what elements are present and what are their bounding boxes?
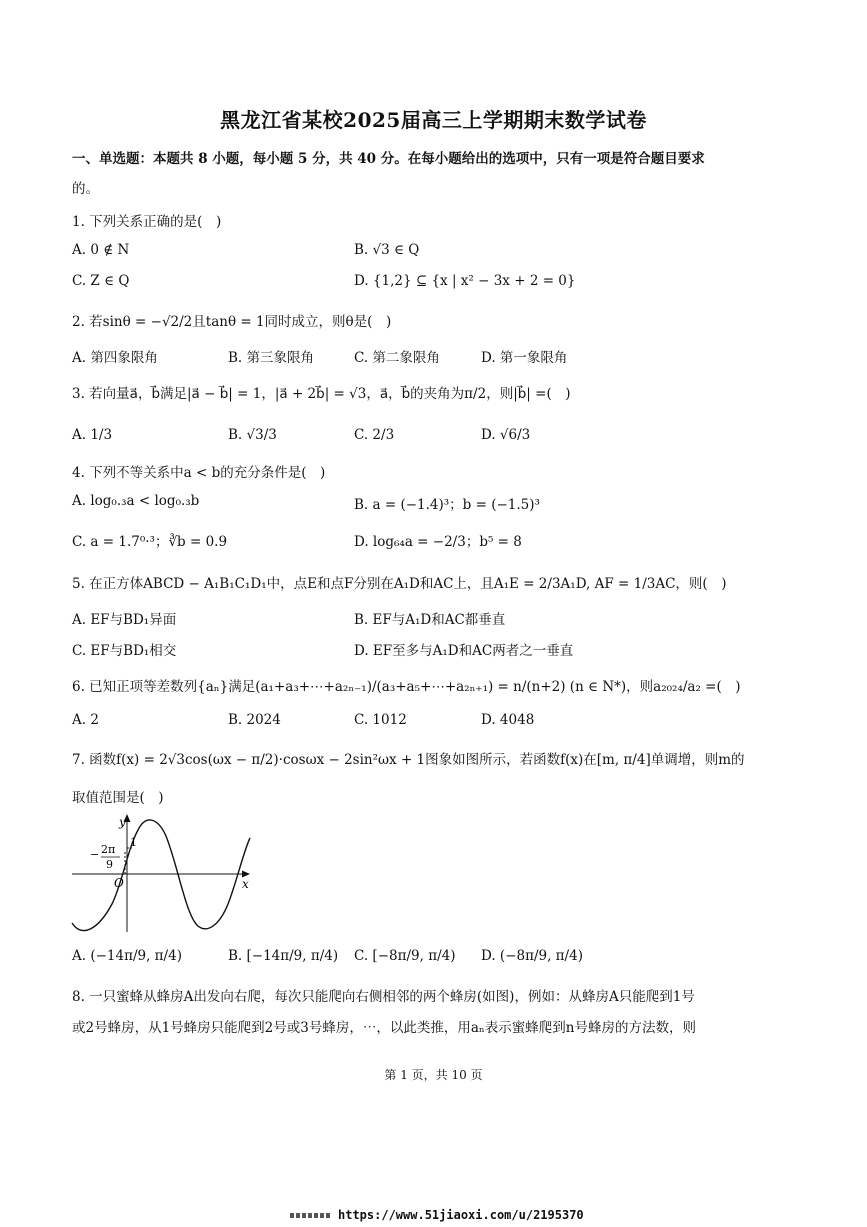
q3-option-c: C. 2/3 bbox=[354, 427, 395, 443]
q7-option-b: B. [−14π/9, π/4) bbox=[228, 948, 339, 964]
page-title: 黑龙江省某校2025届高三上学期期末数学试卷 bbox=[220, 108, 647, 132]
q1-option-d: D. {1,2} ⊆ {x | x² − 3x + 2 = 0} bbox=[354, 273, 576, 289]
q1-option-a: A. 0 ∉ N bbox=[72, 242, 130, 258]
q2-option-b: B. 第三象限角 bbox=[228, 350, 315, 366]
x-tick-sign: − bbox=[90, 848, 100, 861]
q3-option-b: B. √3/3 bbox=[228, 427, 277, 443]
question-4-stem: 4. 下列不等关系中a < b的充分条件是( ) bbox=[72, 465, 326, 481]
question-7-stem: 7. 函数f(x) = 2√3cos(ωx − π/2)·cosωx − 2sin²ωx + 1图象如图所示，若函数f(x)在[m, π/4]单调增，则m的 bbox=[72, 752, 745, 768]
q2-option-c: C. 第二象限角 bbox=[354, 350, 440, 366]
page-footer: 第 1 页，共 10 页 bbox=[384, 1068, 483, 1082]
q5-option-c: C. EF与BD₁相交 bbox=[72, 643, 177, 659]
q5-option-b: B. EF与A₁D和AC都垂直 bbox=[354, 612, 506, 628]
q7-option-c: C. [−8π/9, π/4) bbox=[354, 948, 456, 964]
q6-option-a: A. 2 bbox=[72, 712, 99, 728]
section-heading-line1: 一、单选题：本题共 8 小题，每小题 5 分，共 40 分。在每小题给出的选项中，只有一项是符合题目要求 bbox=[72, 151, 705, 167]
watermark-mark bbox=[290, 1213, 332, 1218]
watermark-text: https://www.51jiaoxi.com/u/2195370 bbox=[338, 1208, 584, 1222]
question-7-stem-line2: 取值范围是( ) bbox=[72, 790, 164, 806]
q7-option-d: D. (−8π/9, π/4) bbox=[481, 948, 583, 964]
section-heading-line2: 的。 bbox=[72, 181, 99, 197]
question-3-stem: 3. 若向量a⃗，b⃗满足|a⃗ − b⃗| = 1，|a⃗ + 2b⃗| = √3，a⃗，b⃗的夹角为π/2，则|b⃗| =( ) bbox=[72, 386, 571, 402]
q5-option-d: D. EF至多与A₁D和AC两者之一垂直 bbox=[354, 643, 574, 659]
sine-graph-figure bbox=[68, 808, 258, 936]
q5-option-a: A. EF与BD₁异面 bbox=[72, 612, 177, 628]
q6-option-d: D. 4048 bbox=[481, 712, 535, 728]
origin-label: O bbox=[114, 876, 124, 890]
q6-option-b: B. 2024 bbox=[228, 712, 281, 728]
watermark-url[interactable] bbox=[290, 1208, 584, 1222]
x-tick-numerator: 2π bbox=[101, 843, 116, 856]
y-axis-label: y bbox=[119, 815, 126, 829]
q3-option-d: D. √6/3 bbox=[481, 427, 531, 443]
q4-option-b: B. a = (−1.4)³；b = (−1.5)³ bbox=[354, 497, 540, 513]
question-5-stem: 5. 在正方体ABCD − A₁B₁C₁D₁中，点E和点F分别在A₁D和AC上，且A₁E = 2/3A₁D, AF = 1/3AC，则( ) bbox=[72, 576, 727, 592]
question-6-stem: 6. 已知正项等差数列{aₙ}满足(a₁+a₃+⋯+a₂ₙ₋₁)/(a₃+a₅+⋯+a₂ₙ₊₁) = n/(n+2) (n ∈ N*)，则a₂₀₂₄/a₂ =( ) bbox=[72, 679, 741, 695]
q4-option-d: D. log₆₄a = −2/3；b⁵ = 8 bbox=[354, 534, 522, 550]
x-axis-label: x bbox=[242, 877, 249, 891]
q6-option-c: C. 1012 bbox=[354, 712, 407, 728]
q2-option-d: D. 第一象限角 bbox=[481, 350, 568, 366]
q4-option-a: A. log₀.₃a < log₀.₃b bbox=[72, 493, 200, 509]
q1-option-c: C. Z ∈ Q bbox=[72, 273, 130, 289]
question-8-stem: 8. 一只蜜蜂从蜂房A出发向右爬，每次只能爬向右侧相邻的两个蜂房(如图)，例如：从蜂房A只能爬到1号 bbox=[72, 989, 695, 1005]
q7-option-a: A. (−14π/9, π/4) bbox=[72, 948, 182, 964]
q4-option-c: C. a = 1.7⁰·³；∛b = 0.9 bbox=[72, 534, 228, 550]
q1-option-b: B. √3 ∈ Q bbox=[354, 242, 420, 258]
question-1-stem: 1. 下列关系正确的是( ) bbox=[72, 214, 222, 230]
q3-option-a: A. 1/3 bbox=[72, 427, 113, 443]
y-tick-label: 1 bbox=[130, 836, 137, 849]
question-8-stem-line2: 或2号蜂房，从1号蜂房只能爬到2号或3号蜂房，⋯，以此类推，用aₙ表示蜜蜂爬到n号蜂房的方法数，则 bbox=[72, 1020, 696, 1036]
question-2-stem: 2. 若sinθ = −√2/2且tanθ = 1同时成立，则θ是( ) bbox=[72, 314, 392, 330]
x-tick-denominator: 9 bbox=[106, 858, 113, 871]
q2-option-a: A. 第四象限角 bbox=[72, 350, 158, 366]
sine-curve bbox=[72, 820, 250, 931]
